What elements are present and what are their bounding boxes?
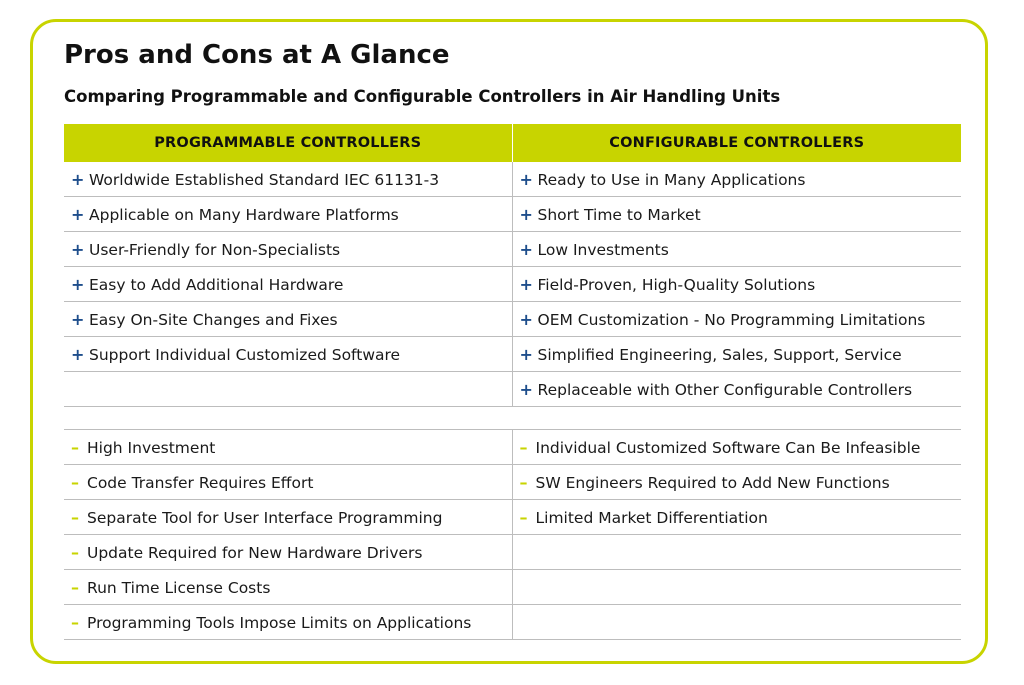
con-text: SW Engineers Required to Add New Functions (535, 473, 890, 492)
pro-text: OEM Customization - No Programming Limitations (537, 310, 926, 329)
con-text: Individual Customized Software Can Be Infeasible (535, 438, 921, 457)
con-cell (64, 535, 512, 570)
pro-cell (512, 197, 961, 232)
minus-icon: – (519, 472, 528, 492)
page-title: Pros and Cons at A Glance (64, 40, 450, 70)
minus-icon: – (71, 507, 79, 527)
con-cell (512, 430, 961, 465)
plus-icon: + (71, 309, 85, 329)
table-body (64, 162, 961, 640)
pro-cell (512, 232, 961, 267)
pro-text: Easy to Add Additional Hardware (89, 275, 344, 294)
table-header-row (64, 124, 961, 162)
pro-text: Simplified Engineering, Sales, Support, Service (537, 345, 902, 364)
pro-text: Worldwide Established Standard IEC 61131-3 (89, 170, 440, 189)
empty-cell (512, 605, 961, 640)
pro-text: Low Investments (537, 240, 669, 259)
table-row (64, 337, 961, 372)
plus-icon: + (71, 204, 85, 224)
con-text: Run Time License Costs (87, 578, 271, 597)
pro-cell (512, 372, 961, 407)
con-cell (64, 430, 512, 465)
table-row (64, 372, 961, 407)
pro-text: User-Friendly for Non-Specialists (89, 240, 341, 259)
con-text: Programming Tools Impose Limits on Applications (87, 613, 472, 632)
pro-text: Replaceable with Other Configurable Controllers (537, 380, 913, 399)
table-row (64, 430, 961, 465)
con-cell (64, 500, 512, 535)
table-row (64, 197, 961, 232)
minus-icon: – (71, 577, 79, 597)
con-cell (64, 570, 512, 605)
minus-icon: – (519, 437, 528, 457)
pro-text: Applicable on Many Hardware Platforms (89, 205, 399, 224)
con-text: Code Transfer Requires Effort (87, 473, 314, 492)
empty-cell (512, 535, 961, 570)
con-cell (512, 465, 961, 500)
table-row (64, 535, 961, 570)
pro-text: Field-Proven, High-Quality Solutions (537, 275, 816, 294)
pro-cell (512, 267, 961, 302)
plus-icon: + (519, 274, 533, 294)
table-row (64, 162, 961, 197)
con-cell (64, 605, 512, 640)
con-text: Update Required for New Hardware Drivers (87, 543, 423, 562)
pro-cell (64, 197, 512, 232)
pro-cell (64, 337, 512, 372)
table-row (64, 570, 961, 605)
pro-text: Easy On-Site Changes and Fixes (89, 310, 338, 329)
plus-icon: + (519, 309, 533, 329)
pro-cell (512, 302, 961, 337)
minus-icon: – (71, 472, 79, 492)
minus-icon: – (519, 507, 528, 527)
plus-icon: + (519, 379, 533, 399)
comparison-table (64, 124, 961, 640)
plus-icon: + (71, 239, 85, 259)
pro-text: Support Individual Customized Software (89, 345, 401, 364)
minus-icon: – (71, 542, 79, 562)
table-row (64, 465, 961, 500)
pro-text: Ready to Use in Many Applications (537, 170, 806, 189)
con-text: Separate Tool for User Interface Programming (87, 508, 443, 527)
pro-cell (512, 162, 961, 197)
plus-icon: + (519, 204, 533, 224)
pro-cell (64, 162, 512, 197)
table-row (64, 232, 961, 267)
table-row (64, 500, 961, 535)
empty-cell (64, 372, 512, 407)
pro-cell (64, 267, 512, 302)
con-cell (512, 500, 961, 535)
plus-icon: + (519, 169, 533, 189)
con-cell (64, 465, 512, 500)
plus-icon: + (71, 344, 85, 364)
plus-icon: + (71, 169, 85, 189)
page-subtitle: Comparing Programmable and Configurable Controllers in Air Handling Units (64, 87, 781, 106)
table-row (64, 605, 961, 640)
table-row (64, 267, 961, 302)
plus-icon: + (519, 344, 533, 364)
minus-icon: – (71, 612, 79, 632)
plus-icon: + (71, 274, 85, 294)
con-text: High Investment (87, 438, 216, 457)
pro-text: Short Time to Market (537, 205, 701, 224)
con-text: Limited Market Differentiation (535, 508, 768, 527)
column-header-programmable: PROGRAMMABLE CONTROLLERS (64, 124, 512, 162)
plus-icon: + (519, 239, 533, 259)
minus-icon: – (71, 437, 79, 457)
pro-cell (512, 337, 961, 372)
empty-cell (512, 570, 961, 605)
pro-cell (64, 232, 512, 267)
table-row (64, 302, 961, 337)
column-header-configurable: CONFIGURABLE CONTROLLERS (512, 124, 961, 162)
section-spacer (64, 407, 961, 430)
pro-cell (64, 302, 512, 337)
spacer-cell (64, 407, 961, 430)
